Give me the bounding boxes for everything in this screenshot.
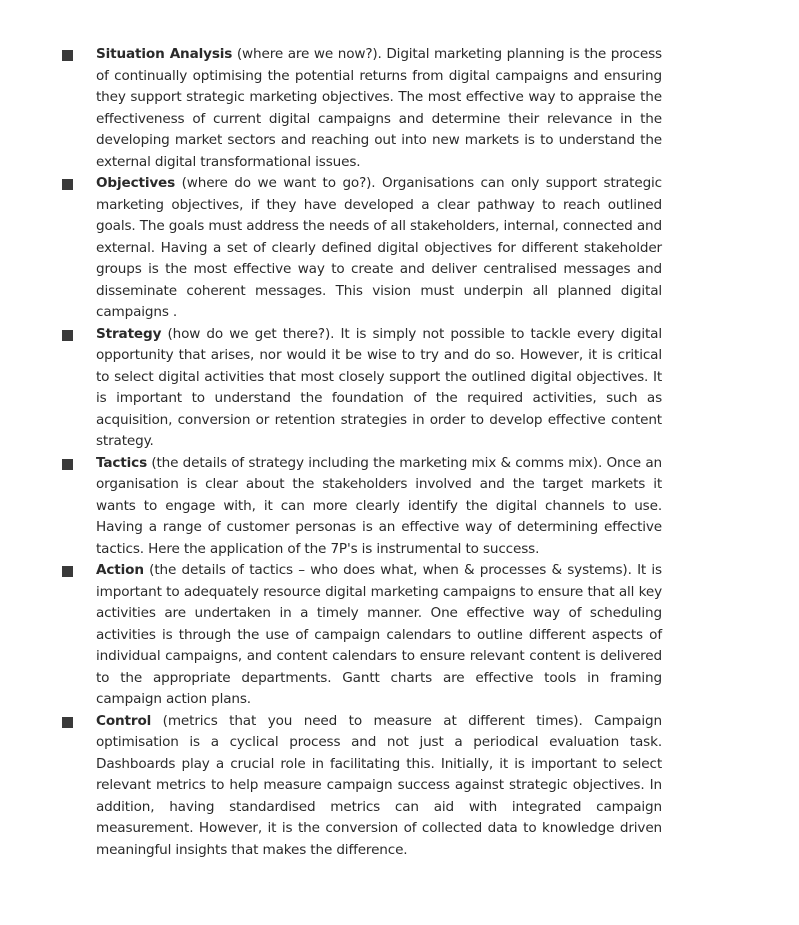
item-text: (where are we now?). Digital marketing planning is the process of continually optimising the potential returns from digital campaigns and ensuring they support strategic marketing objectives. The most effective way to appraise the effectiveness of current digital campaigns and determine their relevance in the developing market sectors and reaching out into new markets is to understand the external digital transformational issues. bbox=[96, 46, 662, 170]
item-term: Situation Analysis bbox=[96, 46, 233, 62]
square-bullet-icon bbox=[62, 566, 73, 577]
square-bullet-icon bbox=[62, 179, 73, 190]
square-bullet-icon bbox=[62, 50, 73, 61]
item-text: (how do we get there?). It is simply not possible to tackle every digital opportunity that arises, nor would it be wise to try and do so. However, it is critical to select digital activities that most closely support the outlined digital objectives. It is important to understand the foundation of the required activities, such as acquisition, conversion or retention strategies in order to develop effective content strategy. bbox=[96, 325, 662, 449]
item-term: Action bbox=[96, 562, 144, 578]
list-item-action bbox=[62, 560, 662, 711]
square-bullet-icon bbox=[62, 459, 73, 470]
list-item-objectives bbox=[62, 173, 662, 324]
item-term: Tactics bbox=[96, 454, 148, 471]
item-text: (metrics that you need to measure at different times). Campaign optimisation is a cyclical process and not just a periodical evaluation task. Dashboards play a crucial role in facilitating this. Initially, it is important to select relevant metrics to help measure campaign success against strategic objectives. In addition, having standardised metrics can aid with integrated campaign measurement. However, it is the conversion of collected data to knowledge driven meaningful insights that makes the difference. bbox=[96, 712, 662, 858]
list-item-situation-analysis bbox=[62, 44, 662, 173]
list-item-tactics bbox=[62, 453, 662, 561]
item-term: Strategy bbox=[96, 325, 162, 342]
item-term: Objectives bbox=[96, 175, 176, 191]
item-text: (the details of strategy including the marketing mix & comms mix). Once an organisation is clear about the stakeholders involved and the target markets it wants to engage with, it can more clearly identify the digital channels to use. Having a range of customer personas is an effective way of determining effective tactics. Here the application of the 7P's is instrumental to success. bbox=[96, 454, 662, 557]
list-item-strategy bbox=[62, 324, 662, 453]
list-item-control bbox=[62, 711, 662, 862]
item-text: (where do we want to go?). Organisations can only support strategic marketing objectives, if they have developed a clear pathway to reach outlined goals. The goals must address the needs of all stakeholders, internal, connected and external. Having a set of clearly defined digital objectives for different stakeholder groups is the most effective way to create and deliver centralised messages and disseminate coherent messages. This vision must underpin all planned digital campaigns . bbox=[96, 175, 662, 320]
bullet-list bbox=[62, 44, 662, 861]
square-bullet-icon bbox=[62, 717, 73, 728]
item-term: Control bbox=[96, 712, 152, 729]
item-text: (the details of tactics – who does what, when & processes & systems). It is important to adequately resource digital marketing campaigns to ensure that all key activities are undertaken in a timely manner. One effective way of scheduling activities is through the use of campaign calendars to outline different aspects of individual campaigns, and content calendars to ensure relevant content is delivered to the appropriate departments. Gantt charts are effective tools in framing campaign action plans. bbox=[96, 562, 662, 707]
square-bullet-icon bbox=[62, 330, 73, 341]
